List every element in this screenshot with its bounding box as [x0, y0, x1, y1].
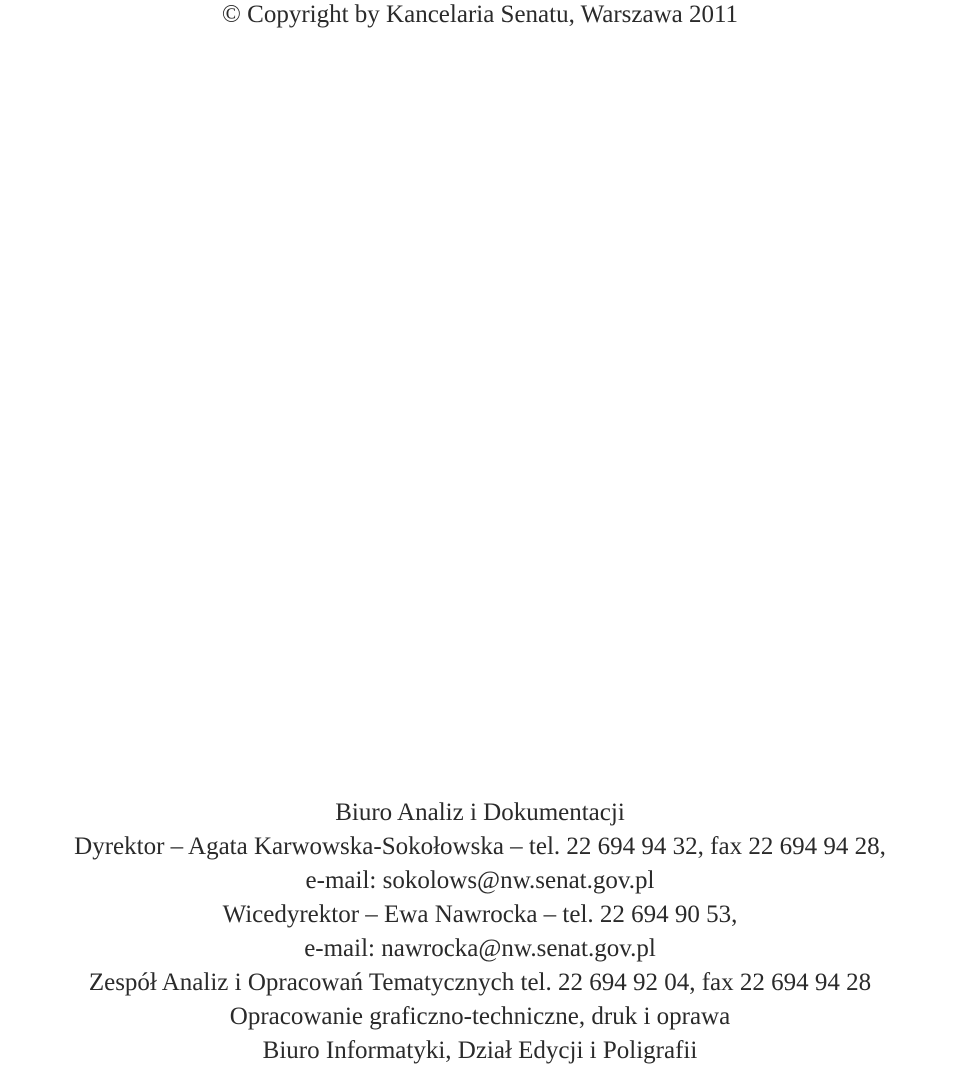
- deputy-director-line: Wicedyrektor – Ewa Nawrocka – tel. 22 694 90 53,: [222, 901, 738, 928]
- production-unit: Biuro Informatyki, Dział Edycji i Poligrafii: [262, 1037, 698, 1064]
- office-name: Biuro Analiz i Dokumentacji: [335, 799, 625, 826]
- director-line: Dyrektor – Agata Karwowska-Sokołowska – tel. 22 694 94 32, fax 22 694 94 28,: [74, 833, 886, 860]
- copyright-notice: © Copyright by Kancelaria Senatu, Warszawa 2011: [221, 1, 739, 28]
- team-line: Zespół Analiz i Opracowań Tematycznych tel. 22 694 92 04, fax 22 694 94 28: [88, 969, 872, 996]
- deputy-director-email: e-mail: nawrocka@nw.senat.gov.pl: [304, 935, 656, 962]
- imprint-block: [0, 796, 960, 1068]
- production-line: Opracowanie graficzno-techniczne, druk i oprawa: [229, 1003, 731, 1030]
- director-email: e-mail: sokolows@nw.senat.gov.pl: [305, 867, 655, 894]
